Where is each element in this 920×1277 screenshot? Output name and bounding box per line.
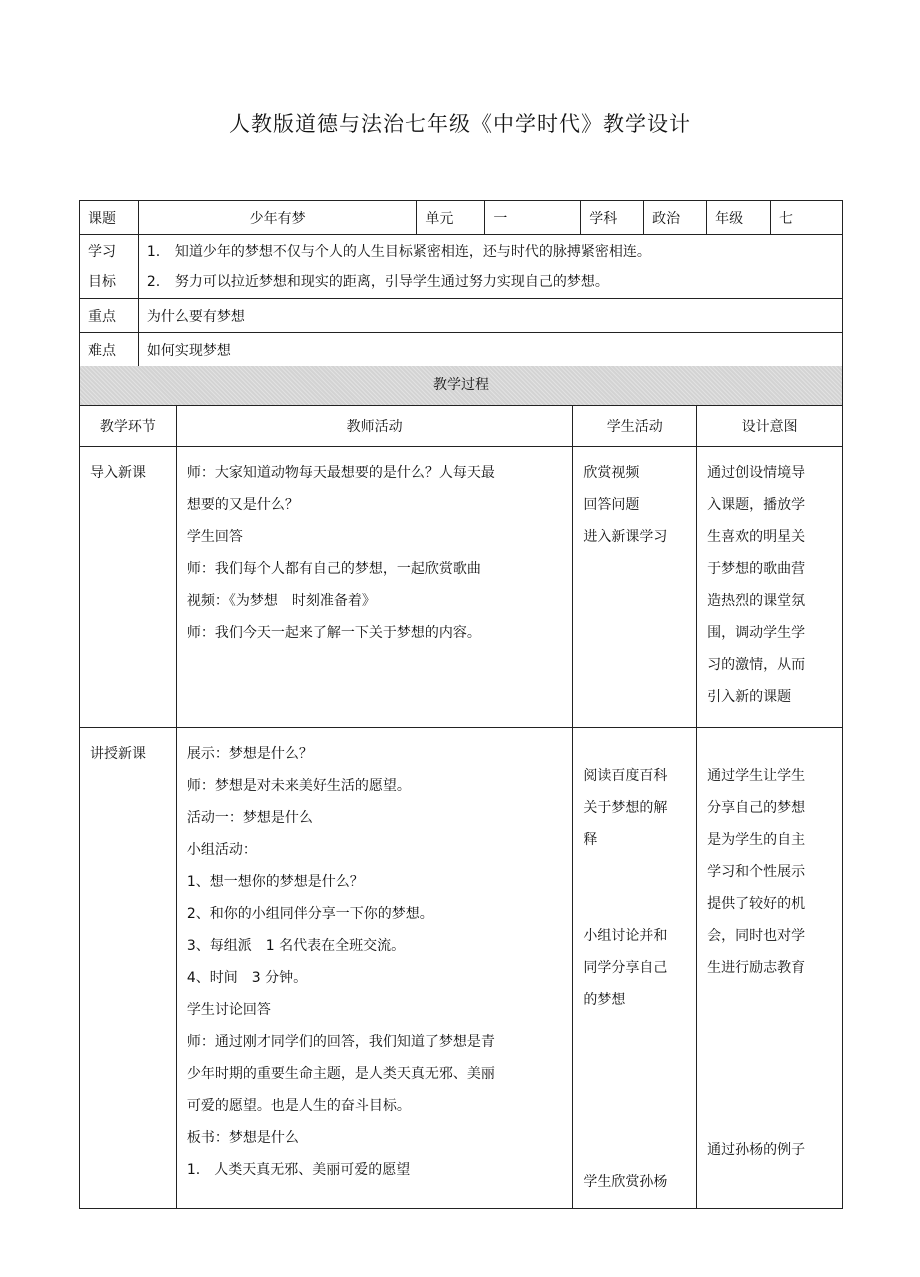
cell-spacer [707,984,832,1134]
topic-value: 少年有梦 [138,201,417,235]
process-header-row [80,406,843,447]
header-intent: 设计意图 [697,406,843,447]
goal-text: 知道少年的梦想不仅与个人的人生目标紧密相连，还与时代的脉搏紧密相连。 [174,243,651,260]
teacher-line: 少年时期的重要生命主题，是人类天真无邪、美丽 [186,1066,495,1082]
goals-list [138,235,842,299]
teacher-line: 可爱的愿望。也是人生的奋斗目标。 [186,1098,411,1114]
teacher-line: 师：大家知道动物每天最想要的是什么？人每天最 [186,465,495,481]
process-table [79,405,843,1209]
student-line: 欣赏视频 [583,465,640,481]
teacher-activity-cell [176,447,572,728]
info-row [80,201,843,235]
stage-cell [80,728,177,1209]
cell-spacer [583,1016,686,1166]
subject-label: 学科 [581,201,644,235]
subject-value: 政治 [644,201,707,235]
stage-text: 导入新课 [90,465,146,481]
student-activity-cell [573,728,697,1209]
student-activity-cell [573,447,697,728]
intent-line: 入课题，播放学 [707,497,806,513]
intent-line: 分享自己的梦想 [707,800,806,816]
cell-spacer [707,738,832,760]
difficulty-row [80,333,843,367]
header-stage: 教学环节 [80,406,177,447]
student-line: 的梦想 [583,992,626,1008]
student-line: 小组讨论并和 [583,928,668,944]
intent-line: 通过孙杨的例子 [707,1142,806,1158]
teacher-line: 活动一：梦想是什么 [186,810,313,826]
difficulty-label: 难点 [80,333,139,367]
goals-label-line: 目标 [88,273,116,290]
unit-label: 单元 [417,201,485,235]
process-band-title: 教学过程 [79,366,843,406]
teacher-line: 师：通过刚才同学们的回答，我们知道了梦想是青 [186,1034,495,1050]
teacher-line: 师：我们今天一起来了解一下关于梦想的内容。 [186,625,481,641]
intent-line: 会，同时也对学 [707,928,806,944]
intent-line: 围，调动学生学 [707,625,806,641]
teacher-line: 1、想一想你的梦想是什么？ [186,874,364,890]
goals-label-line: 学习 [88,243,116,260]
process-row-lecture [80,728,843,1209]
student-line: 回答问题 [583,497,640,513]
intent-line: 通过创设情境导 [707,465,806,481]
teacher-line: 师：梦想是对未来美好生活的愿望。 [186,778,411,794]
goal-text: 努力可以拉近梦想和现实的距离，引导学生通过努力实现自己的梦想。 [174,273,609,290]
key-value: 为什么要有梦想 [138,299,842,333]
intent-line: 生进行励志教育 [707,960,806,976]
student-line: 关于梦想的解 [583,800,668,816]
stage-cell [80,447,177,728]
student-line: 同学分享自己 [583,960,668,976]
teacher-line: 学生回答 [186,529,243,545]
process-row-intro [80,447,843,728]
grade-value: 七 [771,201,843,235]
intent-line: 是为学生的自主 [707,832,806,848]
design-intent-cell [697,728,843,1209]
unit-value: 一 [485,201,581,235]
intent-line: 造热烈的课堂氛 [707,593,806,609]
teacher-line: 小组活动： [186,842,257,858]
teacher-line: 板书：梦想是什么 [186,1130,299,1146]
teacher-line: 1. 人类天真无邪、美丽可爱的愿望 [186,1162,411,1178]
key-label: 重点 [80,299,139,333]
teacher-line: 3、每组派 1 名代表在全班交流。 [186,938,406,954]
goals-row [80,235,843,299]
header-student: 学生活动 [573,406,697,447]
student-line: 阅读百度百科 [583,768,668,784]
intent-line: 于梦想的歌曲营 [707,561,806,577]
grade-label: 年级 [707,201,771,235]
topic-label: 课题 [80,201,139,235]
student-line: 学生欣赏孙杨 [583,1174,668,1190]
cell-spacer [583,856,686,920]
teacher-line: 展示：梦想是什么？ [186,746,313,762]
intent-line: 习的激情，从而 [707,657,806,673]
teacher-activity-cell [176,728,572,1209]
goals-label [80,235,139,299]
document-title: 人教版道德与法治七年级《中学时代》教学设计 [229,112,691,136]
header-teacher: 教师活动 [176,406,572,447]
goal-item [147,237,834,267]
student-line: 释 [583,832,598,848]
teacher-line: 学生讨论回答 [186,1002,271,1018]
intent-line: 引入新的课题 [707,689,792,705]
intent-line: 提供了较好的机 [707,896,806,912]
course-info-table [79,200,843,367]
cell-spacer [583,738,686,760]
teacher-line: 2、和你的小组同伴分享一下你的梦想。 [186,906,434,922]
stage-text: 讲授新课 [90,746,146,762]
goal-number: 1. [146,243,161,260]
goal-item [147,267,834,297]
teacher-line: 4、时间 3 分钟。 [186,970,308,986]
key-point-row [80,299,843,333]
teacher-line: 师：我们每个人都有自己的梦想，一起欣赏歌曲 [186,561,481,577]
intent-line: 通过学生让学生 [707,768,806,784]
teacher-line: 视频：《为梦想 时刻准备着》 [186,593,376,609]
design-intent-cell [697,447,843,728]
difficulty-value: 如何实现梦想 [138,333,842,367]
teacher-line: 想要的又是什么？ [186,497,299,513]
goal-number: 2. [146,273,161,290]
intent-line: 学习和个性展示 [707,864,806,880]
student-line: 进入新课学习 [583,529,668,545]
intent-line: 生喜欢的明星关 [707,529,806,545]
